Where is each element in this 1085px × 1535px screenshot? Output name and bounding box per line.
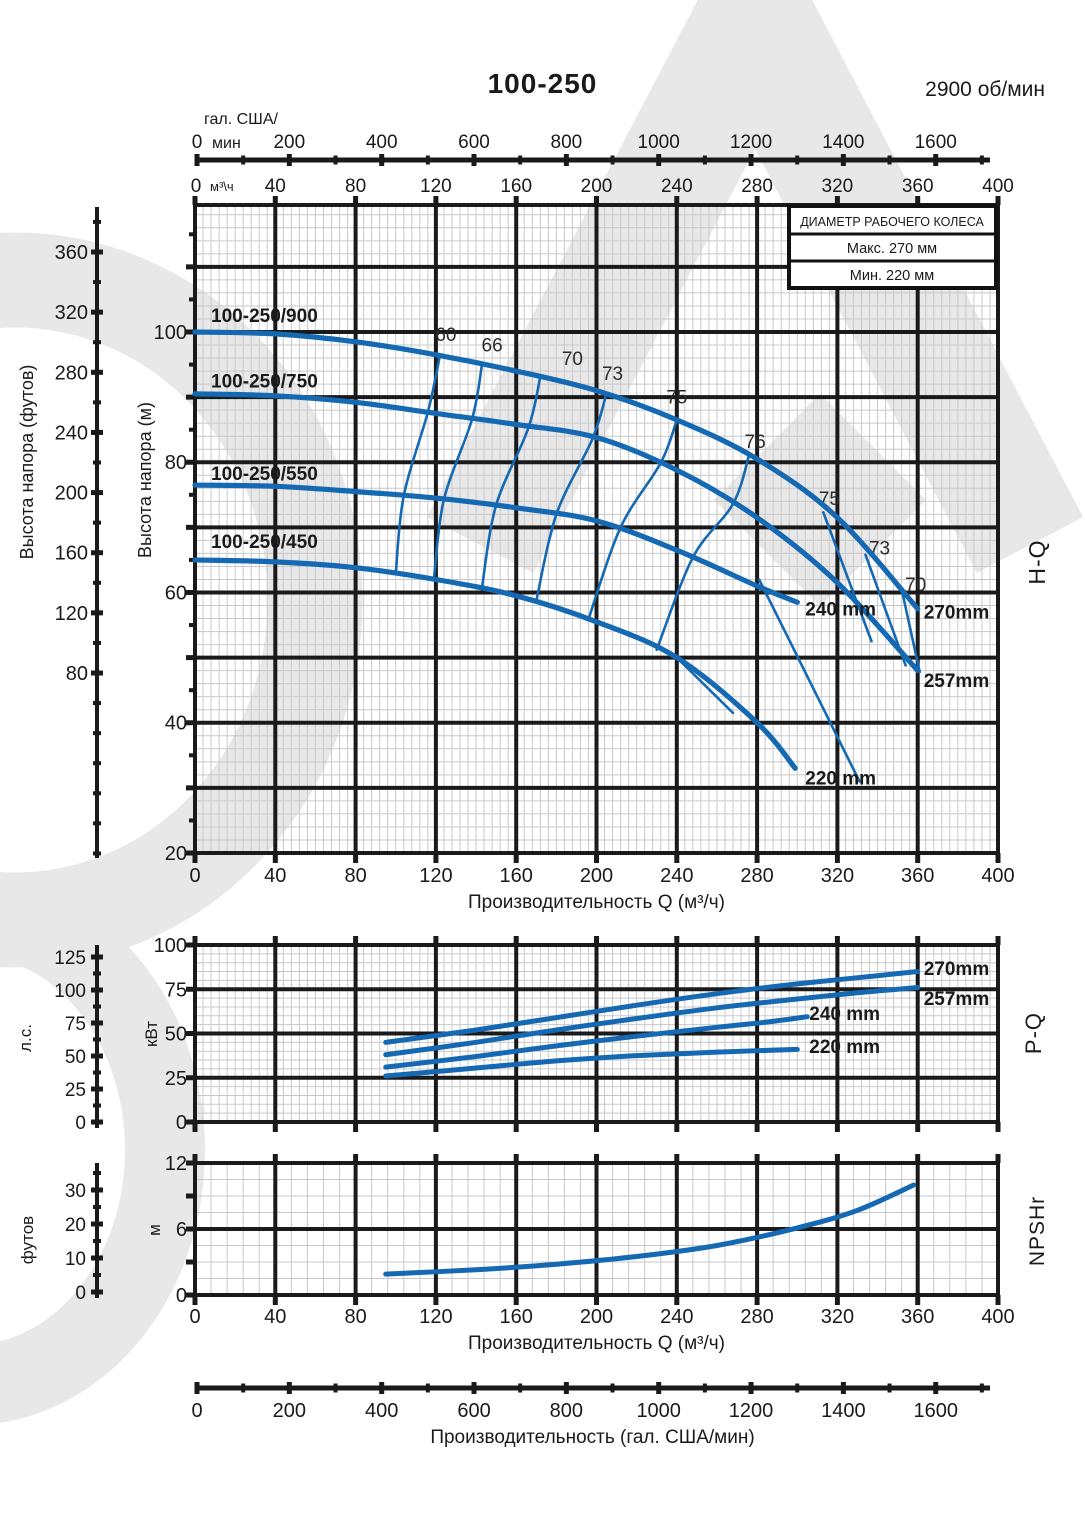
outer-tick-label: 25	[64, 1080, 86, 1101]
hq-y-axis-label: Высота напора (м)	[135, 402, 155, 558]
axis-tick	[189, 623, 195, 627]
axis-tick	[287, 1382, 292, 1394]
axis-tick	[564, 1382, 569, 1394]
x-tick-label: 160	[499, 865, 533, 887]
outer-tick-label: 125	[54, 948, 86, 969]
axis-tick	[755, 1154, 760, 1163]
ruler-tick	[91, 1021, 103, 1026]
ruler-tick	[93, 641, 101, 645]
axis-tick	[835, 1154, 840, 1163]
x-tick-label: 0	[189, 865, 201, 887]
ruler-tick	[91, 550, 103, 555]
axis-tick	[353, 196, 358, 205]
ruler-tick	[93, 1171, 101, 1175]
outer-tick-label: 240	[54, 422, 88, 445]
axis-tick	[564, 154, 569, 166]
axis-tick	[518, 156, 522, 165]
gal-tick-label: 400	[364, 1400, 399, 1422]
axis-tick	[186, 264, 195, 269]
efficiency-label-66: 66	[481, 335, 503, 357]
ruler-tick	[91, 490, 103, 495]
top-x-tick-label: 280	[741, 176, 773, 197]
gal-tick-label: 1000	[636, 1400, 681, 1422]
axis-tick	[835, 1295, 840, 1305]
axis-tick	[594, 853, 599, 863]
legend-min: Мин. 220 мм	[849, 268, 935, 284]
gal-tick-label: 1200	[729, 132, 773, 153]
axis-tick	[514, 1122, 519, 1132]
axis-tick	[433, 936, 438, 945]
axis-tick	[749, 1382, 754, 1394]
ruler-tick	[93, 340, 101, 344]
axis-tick	[186, 1075, 195, 1080]
axis-tick	[996, 1122, 1001, 1132]
ruler-tick	[93, 280, 101, 284]
pq-diameter-label: 240 mm	[809, 1004, 881, 1026]
ruler-tick	[93, 1273, 101, 1277]
axis-tick	[703, 156, 707, 165]
axis-tick	[433, 1122, 438, 1132]
impeller-legend	[789, 206, 996, 288]
axis-tick	[186, 1293, 195, 1298]
axis-tick	[841, 1382, 846, 1394]
outer-tick-label: 280	[54, 362, 88, 385]
curve-name-label: 100-250/550	[211, 463, 318, 485]
page-title: 100-250	[487, 68, 598, 99]
axis-tick	[186, 460, 195, 465]
x-tick-label: 400	[981, 1306, 1015, 1328]
ruler-tick	[91, 250, 103, 255]
axis-tick	[353, 853, 358, 863]
outer-tick-label: 50	[64, 1047, 86, 1068]
outer-tick-label: 10	[64, 1249, 86, 1270]
axis-tick	[186, 943, 195, 948]
x-tick-label: 40	[264, 1306, 287, 1328]
axis-tick	[193, 196, 198, 205]
pq-side-label: P-Q	[1021, 1011, 1046, 1055]
axis-tick	[915, 1122, 920, 1132]
axis-tick	[888, 156, 892, 165]
axis-tick	[186, 525, 195, 530]
axis-tick	[353, 1295, 358, 1305]
ruler-tick	[91, 610, 103, 615]
axis-tick	[379, 1382, 384, 1394]
outer-tick-label: 160	[54, 542, 88, 565]
efficiency-label-73: 73	[601, 364, 624, 386]
efficiency-label-75: 75	[666, 387, 688, 409]
x-tick-label: 160	[499, 1306, 533, 1328]
gal-tick-label: 600	[458, 132, 490, 153]
ruler-tick	[91, 1290, 103, 1295]
gal-tick-label: 1000	[637, 132, 680, 153]
ruler-tick	[91, 1188, 103, 1193]
top-x-tick-label: 80	[345, 176, 367, 197]
x-tick-label: 280	[740, 865, 774, 887]
axis-tick	[674, 1295, 679, 1305]
ruler-tick	[91, 671, 103, 676]
x-tick-label: 360	[901, 865, 935, 887]
x-tick-label: 200	[579, 865, 614, 887]
axis-tick	[273, 196, 278, 205]
y-tick-label: 6	[175, 1219, 187, 1241]
axis-tick	[426, 1384, 430, 1393]
axis-tick	[656, 1382, 661, 1394]
hq-x-axis-label: Производительность Q (м³/ч)	[468, 892, 725, 913]
axis-tick	[835, 936, 840, 945]
axis-tick	[241, 156, 245, 165]
npshr-outer-axis-label: футов	[18, 1215, 37, 1265]
pq-diameter-label: 270mm	[923, 959, 990, 981]
axis-tick	[835, 196, 840, 205]
diameter-label: 240 mm	[805, 599, 877, 621]
efficiency-label-70: 70	[905, 575, 927, 597]
axis-tick	[674, 1154, 679, 1163]
diameter-label: 220 mm	[805, 768, 877, 790]
gal-tick-label: 1600	[914, 132, 957, 153]
x-tick-label: 280	[740, 1306, 774, 1328]
axis-tick	[755, 936, 760, 945]
outer-tick-label: 320	[54, 302, 88, 325]
ruler-tick	[91, 1222, 103, 1227]
axis-tick	[186, 851, 195, 856]
top-x-tick-label: 120	[420, 176, 452, 197]
axis-tick	[656, 154, 661, 166]
axis-tick	[186, 1120, 195, 1125]
axis-tick	[674, 853, 679, 863]
axis-tick	[594, 1154, 599, 1163]
outer-tick-label: 0	[75, 1283, 86, 1304]
curve-name-label: 100-250/900	[211, 306, 318, 328]
ruler-tick	[91, 1087, 103, 1092]
outer-tick-label: 20	[64, 1215, 86, 1236]
axis-tick	[996, 1295, 1001, 1305]
axis-tick	[514, 853, 519, 863]
axis-tick	[472, 154, 477, 166]
gal-unit-label: мин	[212, 135, 241, 152]
axis-tick	[514, 936, 519, 945]
y-tick-label: 0	[175, 1112, 187, 1134]
axis-tick	[273, 853, 278, 863]
pq-curve-220mm	[386, 1049, 798, 1076]
gal-tick-label: 1200	[728, 1400, 774, 1422]
axis-tick	[611, 1384, 615, 1393]
top-x-tick-label: 320	[821, 176, 854, 197]
axis-tick	[518, 1384, 522, 1393]
y-tick-label: 60	[164, 582, 187, 605]
axis-tick	[472, 1382, 477, 1394]
axis-tick	[273, 1154, 278, 1163]
efficiency-label-75: 75	[818, 489, 840, 511]
y-tick-label: 100	[153, 935, 187, 957]
axis-tick	[195, 1382, 200, 1394]
axis-tick	[674, 196, 679, 205]
curve-name-label: 100-250/450	[211, 532, 318, 554]
outer-tick-label: 80	[65, 663, 88, 686]
axis-tick	[915, 936, 920, 945]
axis-tick	[594, 1295, 599, 1305]
pq-y-axis-label: кВт	[142, 1021, 161, 1047]
axis-tick	[980, 156, 984, 165]
hq-outer-axis-label: Высота напора (футов)	[17, 364, 37, 560]
pq-outer-axis-label: л.с.	[16, 1024, 35, 1052]
outer-tick-label: 360	[54, 242, 88, 264]
ruler-tick	[91, 955, 103, 960]
axis-tick	[594, 196, 599, 205]
axis-tick	[433, 196, 438, 205]
axis-tick	[186, 785, 195, 790]
ruler-tick	[93, 972, 101, 976]
y-tick-label: 100	[153, 321, 187, 344]
top-x-tick-label: 240	[660, 176, 693, 197]
axis-tick	[933, 1382, 938, 1394]
x-tick-label: 360	[901, 1306, 935, 1328]
gal-axis-bottom	[191, 1382, 990, 1448]
x-tick-label: 320	[820, 1306, 855, 1328]
ruler-tick	[93, 581, 101, 585]
ruler-tick	[91, 310, 103, 315]
axis-tick	[189, 688, 195, 692]
outer-tick-label: 0	[75, 1113, 86, 1134]
npshr-y-axis-label: м	[145, 1224, 164, 1236]
axis-tick	[915, 1154, 920, 1163]
axis-tick	[334, 156, 338, 165]
axis-tick	[514, 1295, 519, 1305]
ruler-tick	[93, 1071, 101, 1075]
gal-axis-label: Производительность (гал. США/мин)	[430, 1427, 755, 1448]
ruler-tick	[93, 1038, 101, 1042]
x-tick-label: 0	[189, 1306, 201, 1328]
axis-tick	[353, 936, 358, 945]
axis-tick	[611, 156, 615, 165]
ruler-tick	[93, 1205, 101, 1209]
ruler-tick	[91, 1256, 103, 1261]
x-tick-label: 240	[660, 865, 694, 887]
diameter-label: 270mm	[923, 602, 990, 624]
x-tick-label: 240	[660, 1306, 694, 1328]
hq-side-label: H-Q	[1024, 539, 1050, 585]
ruler-tick	[93, 1005, 101, 1009]
ruler-tick	[91, 1054, 103, 1059]
axis-tick	[186, 1260, 195, 1265]
axis-tick	[195, 154, 200, 166]
outer-tick-label: 75	[64, 1014, 86, 1035]
ruler-tick	[93, 851, 101, 855]
ruler-tick	[93, 791, 101, 795]
axis-tick	[189, 363, 195, 367]
axis-tick	[703, 1384, 707, 1393]
ruler-tick	[93, 1104, 101, 1108]
rpm-label: 2900 об/мин	[925, 78, 1045, 101]
axis-tick	[379, 154, 384, 166]
gal-tick-label: 200	[273, 132, 306, 153]
axis-tick	[888, 1384, 892, 1393]
top-x-tick-label: 360	[901, 176, 934, 197]
y-tick-label: 25	[164, 1067, 187, 1090]
efficiency-label-70: 70	[561, 349, 583, 371]
x-tick-label: 400	[981, 865, 1015, 887]
axis-tick	[273, 1295, 278, 1305]
gal-tick-label: 800	[550, 132, 583, 153]
axis-tick	[514, 196, 519, 205]
axis-tick	[996, 853, 1001, 863]
ruler-tick	[91, 430, 103, 435]
outer-tick-label: 100	[54, 981, 86, 1002]
axis-tick	[189, 428, 195, 432]
axis-tick	[186, 1031, 195, 1036]
outer-tick-label: 30	[64, 1181, 86, 1202]
y-tick-label: 12	[164, 1153, 187, 1175]
axis-tick	[933, 154, 938, 166]
axis-tick	[594, 1122, 599, 1132]
x-tick-label: 80	[344, 1306, 367, 1328]
axis-tick	[186, 1194, 195, 1199]
pq-chart	[142, 935, 1046, 1134]
ruler-tick	[93, 731, 101, 735]
x-tick-label: 320	[820, 865, 855, 887]
x-tick-label: 120	[419, 865, 453, 887]
legend-max: Макс. 270 мм	[846, 241, 938, 257]
axis-tick	[189, 493, 195, 497]
ruler-tick	[93, 461, 101, 465]
top-x-tick-label: 400	[982, 176, 1014, 197]
y-tick-label: 80	[164, 452, 187, 475]
npshr-chart	[145, 1153, 1049, 1354]
curve-name-label: 100-250/750	[211, 371, 318, 393]
axis-tick	[186, 1161, 195, 1166]
y-tick-label: 20	[164, 843, 187, 865]
x-tick-label: 120	[419, 1306, 453, 1328]
outer-tick-label: 120	[54, 602, 88, 625]
axis-tick	[186, 1227, 195, 1232]
axis-tick	[273, 1122, 278, 1132]
efficiency-label-60: 60	[435, 325, 457, 347]
axis-tick	[674, 1122, 679, 1132]
axis-tick	[353, 1154, 358, 1163]
axis-tick	[996, 196, 1001, 205]
axis-tick	[755, 1295, 760, 1305]
ruler-tick	[93, 821, 101, 825]
axis-tick	[980, 1384, 984, 1393]
outer-tick-label: 200	[54, 482, 88, 505]
axis-tick	[835, 853, 840, 863]
y-tick-label: 50	[164, 1023, 187, 1046]
gal-unit-label: гал. США/	[204, 111, 278, 128]
axis-tick	[334, 1384, 338, 1393]
ruler-tick	[93, 1239, 101, 1243]
axis-tick	[996, 936, 1001, 945]
axis-tick	[915, 853, 920, 863]
ruler-tick	[91, 370, 103, 375]
y-tick-label: 40	[164, 712, 187, 735]
axis-tick	[433, 1154, 438, 1163]
x-tick-label: 40	[264, 865, 287, 887]
axis-tick	[996, 1154, 1001, 1163]
gal-tick-label: 600	[457, 1400, 491, 1422]
axis-tick	[189, 232, 195, 236]
efficiency-label-73: 73	[868, 538, 891, 560]
axis-tick	[189, 297, 195, 301]
axis-tick	[433, 853, 438, 863]
axis-tick	[915, 1295, 920, 1305]
ruler-tick	[93, 220, 101, 224]
top-x-tick-label: 200	[580, 176, 613, 197]
top-x-tick-label: 160	[500, 176, 533, 197]
axis-tick	[241, 1384, 245, 1393]
axis-tick	[915, 196, 920, 205]
gal-tick-label: 0	[191, 132, 203, 153]
y-tick-label: 0	[175, 1285, 187, 1307]
axis-tick	[755, 1122, 760, 1132]
axis-tick	[594, 936, 599, 945]
npshr-x-axis-label: Производительность Q (м³/ч)	[468, 1333, 725, 1354]
x-tick-label: 80	[344, 865, 367, 887]
ruler-tick	[93, 761, 101, 765]
axis-tick	[287, 154, 292, 166]
gal-tick-label: 200	[272, 1400, 307, 1422]
axis-tick	[795, 1384, 799, 1393]
axis-tick	[186, 720, 195, 725]
axis-tick	[514, 1154, 519, 1163]
axis-tick	[749, 154, 754, 166]
ruler-tick	[93, 400, 101, 404]
axis-tick	[273, 936, 278, 945]
y-tick-label: 75	[164, 979, 187, 1002]
axis-tick	[841, 154, 846, 166]
axis-tick	[433, 1295, 438, 1305]
gal-tick-label: 1600	[913, 1400, 958, 1422]
axis-tick	[835, 1122, 840, 1132]
axis-tick	[186, 590, 195, 595]
axis-tick	[186, 987, 195, 992]
top-x-tick-label: 0	[190, 176, 202, 197]
gal-tick-label: 0	[191, 1400, 203, 1422]
npshr-side-label: NPSHr	[1026, 1195, 1049, 1267]
ruler-tick	[91, 988, 103, 993]
efficiency-label-76: 76	[744, 431, 766, 453]
axis-tick	[755, 853, 760, 863]
axis-tick	[186, 655, 195, 660]
ruler-tick	[91, 1120, 103, 1125]
top-x-unit-label: м³\ч	[210, 179, 234, 194]
gal-tick-label: 1400	[822, 132, 865, 153]
gal-tick-label: 800	[549, 1400, 584, 1422]
top-x-tick-label: 40	[264, 176, 286, 197]
x-tick-label: 200	[579, 1306, 614, 1328]
pq-diameter-label: 220 mm	[809, 1036, 881, 1058]
pq-diameter-label: 257mm	[923, 989, 990, 1011]
gal-tick-label: 400	[365, 132, 398, 153]
legend-title: ДИАМЕТР РАБОЧЕГО КОЛЕСА	[800, 215, 984, 229]
ruler-tick	[93, 701, 101, 705]
axis-tick	[426, 156, 430, 165]
axis-tick	[755, 196, 760, 205]
axis-tick	[189, 818, 195, 822]
ruler-tick	[93, 521, 101, 525]
axis-tick	[674, 936, 679, 945]
diameter-label: 257mm	[923, 670, 990, 692]
axis-tick	[189, 753, 195, 757]
gal-tick-label: 1400	[821, 1400, 866, 1422]
axis-tick	[353, 1122, 358, 1132]
axis-tick	[795, 156, 799, 165]
